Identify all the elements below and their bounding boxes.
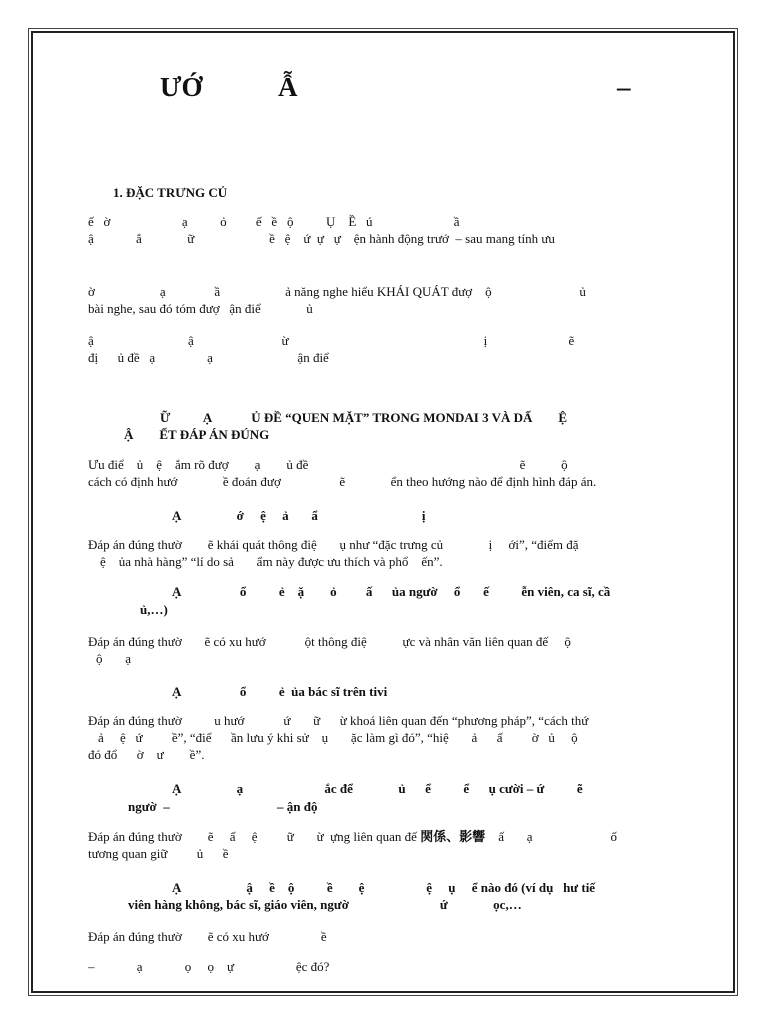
subsection-d-line-2: tương quan giữ ủ ề — [88, 846, 229, 861]
subsection-e-line-1: Đáp án đúng thườ ẽ có xu hướ ề — [88, 929, 327, 944]
subsection-d-heading-line-1: Ạ ạ ắc để ủ ể ể ụ cười – ứ ẽ — [172, 781, 583, 796]
subsection-e-line-2: – ạ ọ ọ ự ệc đó? — [88, 959, 330, 974]
subsection-b-line-1: Đáp án đúng thườ ẽ có xu hướ ột thông điệ ực và nhân văn liên quan đế ộ — [88, 634, 571, 649]
subsection-c-line-2: ả ệ ứ ề”, “điể ần lưu ý khi sử ụ ặc làm gì đó”, “hiệ ả ấ ờ ủ ộ — [98, 730, 578, 745]
subsection-d-heading-line-2: ngườ – – ận độ — [128, 799, 318, 814]
section-1-para-1-line-2: ậ ắ ữ ề ệ ứ ự ự ện hành động trướ – sau mang tính ưu — [88, 231, 555, 246]
section-1-para-3-line-2: đị ủ đề ạ ạ ận điể — [88, 350, 329, 365]
subsection-c-line-3: đó đổ ờ ư ề”. — [88, 747, 205, 762]
subsection-d-line-1-text: Đáp án đúng thườ ẽ ấ ệ ữ ừ ựng liên quan đế — [88, 829, 417, 844]
subsection-d-line-1-tail: ấ ạ ố — [485, 829, 618, 844]
subsection-e-heading-line-1: Ạ ậ ề ộ ề ệ ệ ụ ể nào đó (ví dụ hư tiế — [172, 880, 596, 895]
section-1-heading: 1. ĐẶC TRƯNG CỦ — [113, 185, 228, 200]
title-part-2: Ẫ — [278, 72, 298, 102]
subsection-c-line-1: Đáp án đúng thườ u hướ ứ ữ ừ khoá liên quan đến “phương pháp”, “cách thứ — [88, 713, 589, 728]
subsection-b-heading-line-1: Ạ ổ ẻ ặ ỏ ấ ủa ngườ ổ ế ễn viên, ca sĩ, cầ — [172, 584, 611, 599]
section-1-para-1-line-1: ế ờ ạ ỏ ế ề ộ Ụ Ề ú ầ — [88, 214, 460, 229]
section-1-para-2-line-2: bài nghe, sau đó tóm đượ ận điể ủ — [88, 301, 313, 316]
subsection-b-line-2: ộ ạ — [96, 651, 132, 666]
title-part-1: ƯỚ — [160, 72, 203, 102]
subsection-d-line-1 — [88, 828, 686, 846]
section-2-intro-line-2: cách có định hướ ề đoán đượ ẽ ển theo hướng nào để định hình đáp án. — [88, 474, 597, 489]
subsection-a-line-2: ệ ủa nhà hàng” “lí do sả ẩm này được ưu thích và phổ ến”. — [100, 554, 443, 569]
subsection-e-heading-line-2: viên hàng không, bác sĩ, giáo viên, ngườ ứ ọc,… — [128, 897, 522, 912]
section-2-heading-line-1: Ữ Ạ Ủ ĐỀ “QUEN MẶT” TRONG MONDAI 3 VÀ DẤ Ệ — [160, 410, 568, 425]
japanese-keywords: 関係、影響 — [420, 830, 486, 845]
section-2-heading-line-2: Ậ ẾT ĐÁP ÁN ĐÚNG — [124, 427, 270, 442]
subsection-a-heading: Ạ ớ ệ ả ẩ ị — [172, 508, 426, 523]
section-1-para-2-line-1: ờ ạ ầ ả năng nghe hiểu KHÁI QUÁT đượ ộ ủ — [88, 284, 586, 299]
section-1-para-3-line-1: ậ ậ ừ ị ẽ — [88, 333, 575, 348]
title-dash: – — [617, 72, 631, 102]
subsection-c-heading: Ạ ổ ẻ ủa bác sĩ trên tivi — [172, 684, 388, 699]
subsection-b-heading-line-2: ủ,…) — [140, 602, 168, 617]
page-title — [160, 72, 640, 112]
subsection-a-line-1: Đáp án đúng thườ ẽ khái quát thông điệ ụ như “đặc trưng củ ị ới”, “điểm đặ — [88, 537, 579, 552]
section-2-intro-line-1: Ưu điể ủ ệ ắm rõ đượ ạ ủ đề ẽ ộ — [88, 457, 568, 472]
